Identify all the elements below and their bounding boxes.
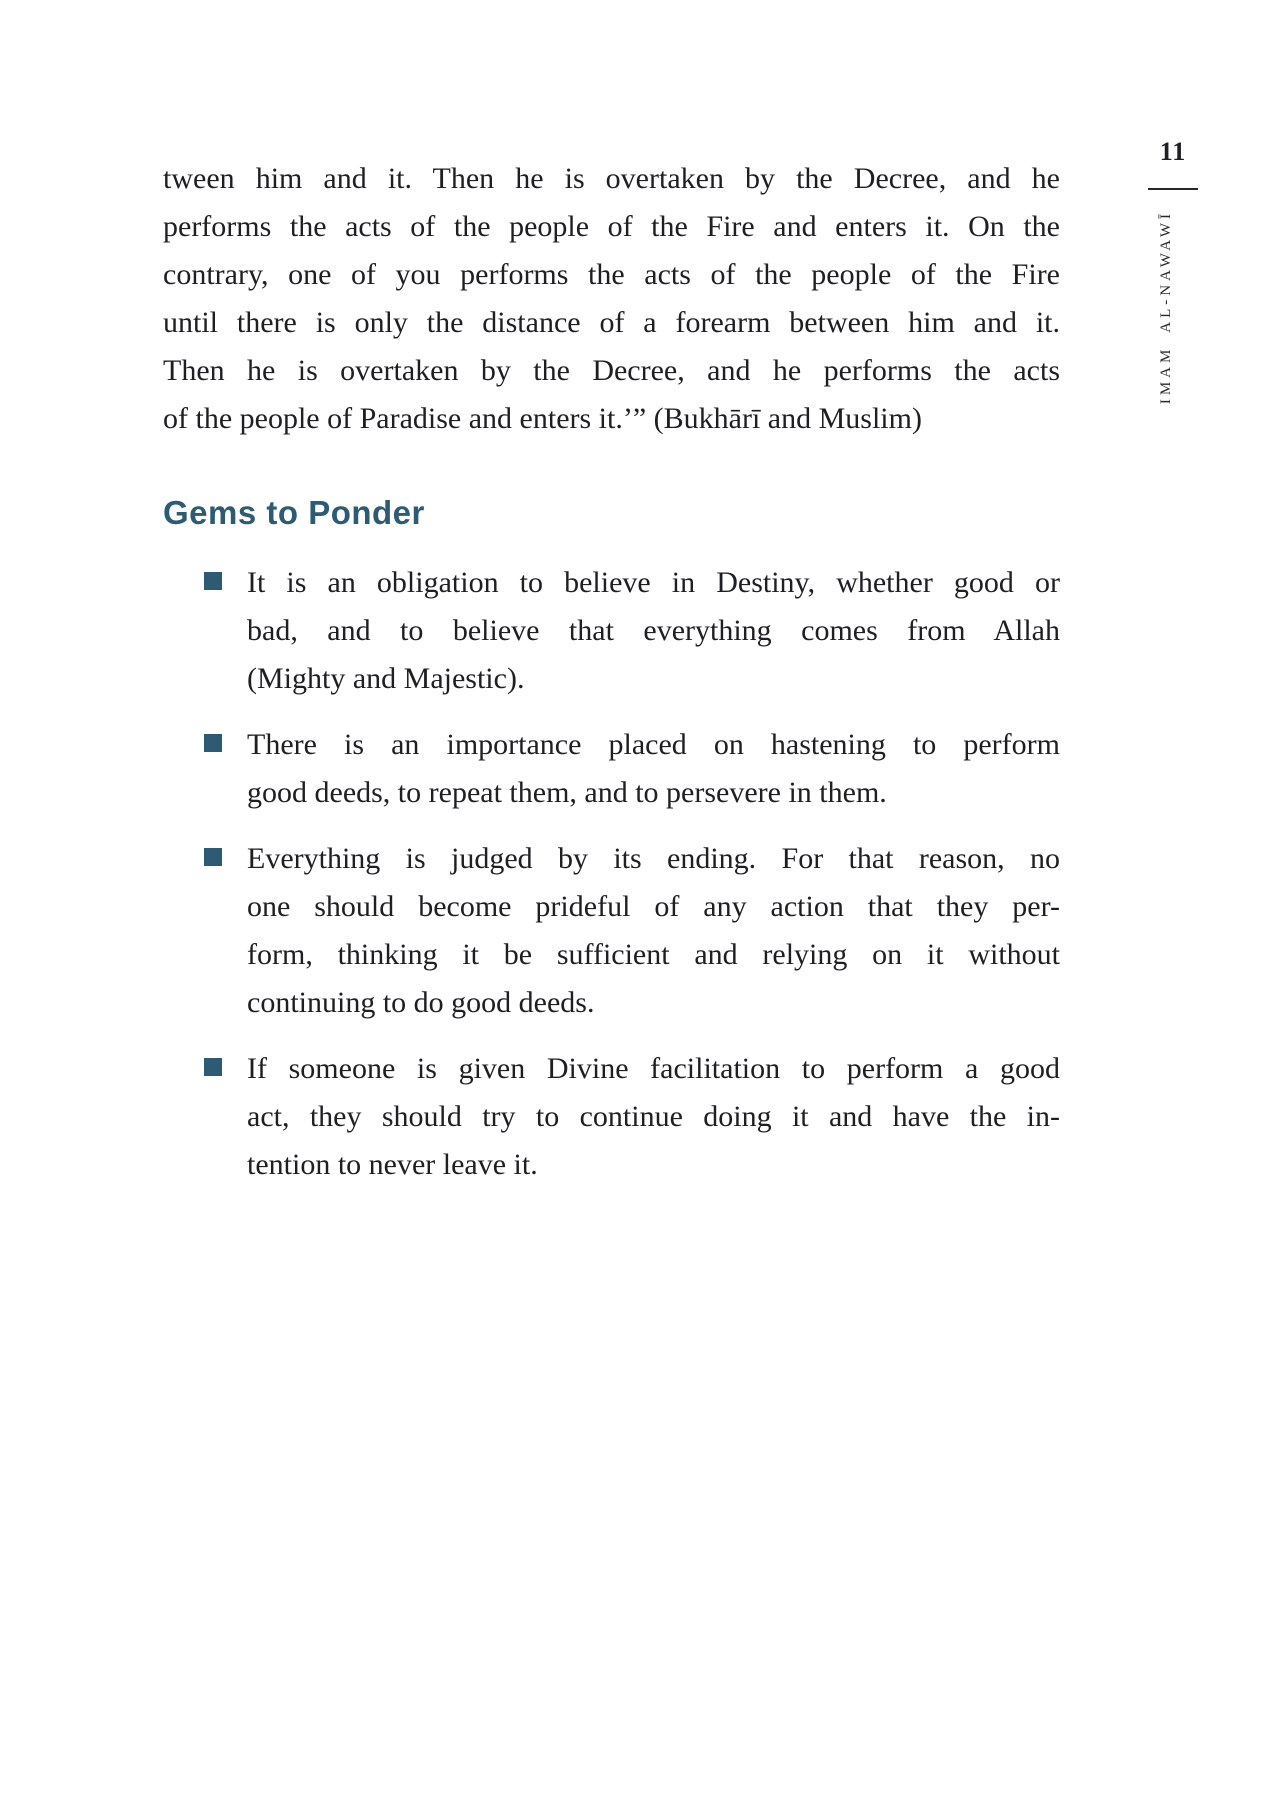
square-bullet-icon <box>204 734 222 752</box>
list-item-line: tention to never leave it. <box>247 1148 538 1181</box>
section-heading: Gems to Ponder <box>163 494 425 531</box>
body-paragraph <box>163 155 1060 443</box>
paragraph-line: tween him and it. Then he is overtaken by the Decree, and he <box>163 162 1060 195</box>
square-bullet-icon <box>204 1058 222 1076</box>
list-item-line: There is an importance placed on hastening to perform <box>247 728 1060 761</box>
text-column <box>163 155 1060 1189</box>
list-item <box>163 1045 1060 1189</box>
paragraph-line: performs the acts of the people of the Fire and enters it. On the <box>163 210 1060 243</box>
paragraph-line: Then he is overtaken by the Decree, and he performs the acts <box>163 354 1060 387</box>
list-item <box>163 721 1060 817</box>
list-item-line: If someone is given Divine facilitation to perform a good <box>247 1052 1060 1085</box>
list-item <box>163 835 1060 1027</box>
paragraph-line: contrary, one of you performs the acts of the people of the Fire <box>163 258 1060 291</box>
list-item-line: (Mighty and Majestic). <box>247 662 525 695</box>
list-item-line: act, they should try to continue doing it and have the in- <box>247 1100 1060 1133</box>
square-bullet-icon <box>204 572 222 590</box>
gems-list <box>163 559 1060 1189</box>
list-item-line: Everything is judged by its ending. For that reason, no <box>247 842 1060 875</box>
list-item <box>163 559 1060 703</box>
list-item-line: It is an obligation to believe in Destiny, whether good or <box>247 566 1060 599</box>
margin-author: IMAM AL-NAWAWĪ <box>1158 210 1174 405</box>
paragraph-line: until there is only the distance of a forearm between him and it. <box>163 306 1060 339</box>
list-item-line: one should become prideful of any action that they per- <box>247 890 1060 923</box>
square-bullet-icon <box>204 848 222 866</box>
page-number-rule <box>1148 188 1198 190</box>
list-item-line: form, thinking it be sufficient and relying on it without <box>247 938 1060 971</box>
list-item-line: good deeds, to repeat them, and to persevere in them. <box>247 776 887 809</box>
paragraph-line: of the people of Paradise and enters it.’” (Bukhārī and Muslim) <box>163 402 922 435</box>
list-item-line: continuing to do good deeds. <box>247 986 595 1019</box>
page-number: 11 <box>1159 137 1187 166</box>
list-item-line: bad, and to believe that everything comes from Allah <box>247 614 1060 647</box>
